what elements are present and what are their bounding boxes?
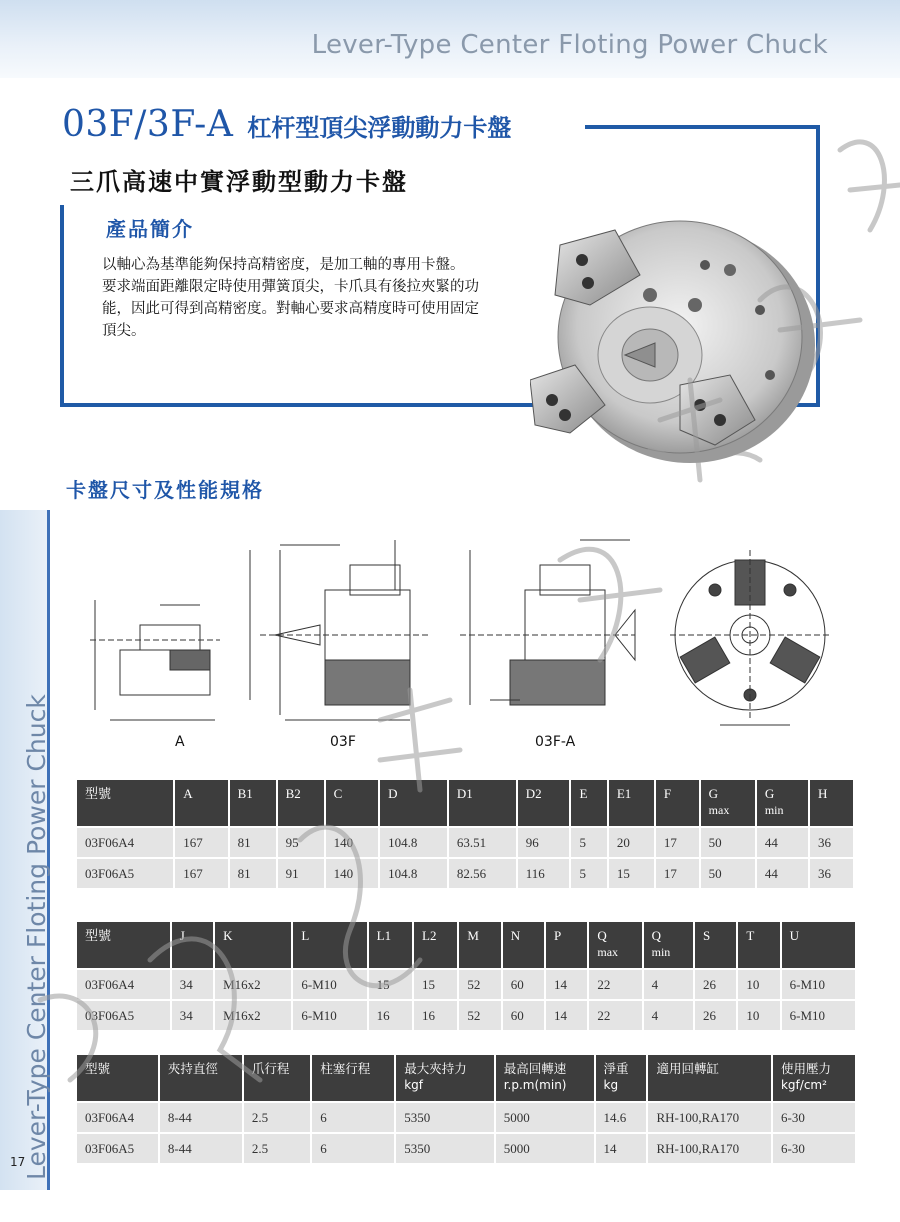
table-cell: 22 (589, 970, 641, 999)
table-cell: 91 (278, 859, 324, 888)
table-header-cell (773, 1055, 855, 1101)
header-sublabel: min (764, 803, 784, 817)
table-cell: 14 (596, 1134, 647, 1163)
table-header-cell (312, 1055, 394, 1101)
table-cell: 03F06A5 (77, 1134, 158, 1163)
table-header-cell (175, 780, 227, 826)
table-cell: 15 (609, 859, 654, 888)
table-header-cell (546, 922, 587, 968)
table-cell: 140 (326, 859, 378, 888)
header-label: 最大夾持力 (404, 1061, 467, 1076)
table-cell: M16x2 (215, 1001, 291, 1030)
table-header-cell (738, 922, 779, 968)
table-header-cell (369, 922, 412, 968)
side-title: Lever-Type Center Floting Power Chuck (22, 694, 51, 1180)
table-cell: 6 (312, 1103, 394, 1132)
table-cell: 17 (656, 828, 699, 857)
table-header-cell (648, 1055, 771, 1101)
table-cell: 17 (656, 859, 699, 888)
header-label: Q (597, 928, 607, 943)
table-header-cell (518, 780, 570, 826)
header-label: 淨重 (603, 1061, 629, 1076)
header-label: D (388, 786, 398, 801)
drawing-front-view (670, 550, 830, 725)
drawing-label-a: A (175, 734, 185, 750)
header-label: 最高回轉速 (503, 1061, 567, 1076)
header-label: L1 (376, 928, 392, 943)
header-label: Q (651, 928, 661, 943)
table-cell: 44 (757, 828, 808, 857)
page-number: 17 (10, 1155, 26, 1169)
table-cell: 167 (175, 828, 227, 857)
frame-top-line (585, 125, 820, 129)
table-cell: 116 (518, 859, 570, 888)
table-header-cell (396, 1055, 493, 1101)
header-label: D2 (525, 786, 542, 801)
table-cell: 16 (414, 1001, 457, 1030)
table-cell: 14 (546, 970, 587, 999)
intro-title: 產品簡介 (106, 217, 194, 241)
table-row (77, 859, 853, 888)
table-row (77, 1134, 855, 1163)
header-label: H (818, 786, 828, 801)
table-cell: 5350 (396, 1134, 493, 1163)
table-header-cell (278, 780, 324, 826)
table-header-cell (644, 922, 693, 968)
table-header-cell (414, 922, 457, 968)
table-row (77, 1001, 855, 1030)
banner-title: Lever-Type Center Floting Power Chuck (311, 30, 828, 60)
table-cell: 03F06A4 (77, 1103, 158, 1132)
table-header-cell (326, 780, 378, 826)
header-label: G (764, 786, 775, 801)
header-label: T (746, 928, 755, 943)
intro-left-line (60, 205, 64, 407)
table-cell: 22 (589, 1001, 641, 1030)
technical-drawings (70, 530, 870, 760)
table-cell: RH-100,RA170 (648, 1134, 771, 1163)
model-number: 03F/3F-A (62, 104, 234, 145)
header-label: E (579, 786, 588, 801)
header-sublabel: max (597, 945, 619, 959)
intro-paragraph: 以軸心為基準能夠保持高精密度，是加工軸的專用卡盤。 (102, 257, 465, 273)
header-sublabel: kg (603, 1078, 619, 1092)
spec-table-performance (75, 1053, 857, 1165)
header-label: S (703, 928, 711, 943)
table-cell: 5000 (496, 1134, 594, 1163)
table-header-cell (459, 922, 500, 968)
header-label: M (467, 928, 479, 943)
header-label: N (510, 928, 521, 943)
header-label: P (554, 928, 562, 943)
table-cell: 20 (609, 828, 654, 857)
table-header-cell (503, 922, 544, 968)
table-header-cell (757, 780, 808, 826)
header-label: C (333, 786, 343, 801)
header-label: L2 (422, 928, 437, 943)
table-header-cell (695, 922, 736, 968)
table-cell: 95 (278, 828, 324, 857)
header-label: G (708, 786, 719, 801)
table-cell: 4 (644, 970, 693, 999)
header-label: 型號 (85, 1061, 111, 1076)
table-cell: 14 (546, 1001, 587, 1030)
table-header-cell (449, 780, 516, 826)
header-label: 型號 (85, 786, 112, 801)
header-sublabel: kgf/cm² (780, 1078, 827, 1092)
header-label: 爪行程 (251, 1061, 290, 1076)
header-label: D1 (456, 786, 473, 801)
table-cell: 96 (518, 828, 570, 857)
header-label: U (789, 928, 800, 943)
table-header-row (77, 1055, 855, 1101)
drawing-label-03f: 03F (330, 734, 356, 750)
table-header-cell (244, 1055, 310, 1101)
table-cell: 167 (175, 859, 227, 888)
table-cell: 50 (701, 828, 755, 857)
table-cell: 14.6 (596, 1103, 647, 1132)
table-header-cell (77, 922, 170, 968)
table-cell: 63.51 (449, 828, 516, 857)
table-header-cell (160, 1055, 242, 1101)
table-cell: 4 (644, 1001, 693, 1030)
table-header-cell (656, 780, 699, 826)
table-cell: 60 (503, 1001, 544, 1030)
table-header-cell (596, 1055, 647, 1101)
table-row (77, 828, 853, 857)
table-cell: 52 (459, 970, 500, 999)
table-header-cell (77, 780, 173, 826)
table-cell: 60 (503, 970, 544, 999)
header-label: 柱塞行程 (320, 1061, 371, 1076)
table-cell: 34 (172, 1001, 213, 1030)
table-cell: 6-M10 (782, 970, 855, 999)
table-cell: 03F06A5 (77, 859, 173, 888)
table-cell: 6-M10 (293, 970, 366, 999)
table-header-cell (571, 780, 606, 826)
table-cell: 8-44 (160, 1103, 242, 1132)
spec-title: 卡盤尺寸及性能規格 (66, 478, 264, 502)
table-header-cell (496, 1055, 594, 1101)
header-sublabel: min (651, 945, 671, 959)
table-cell: 50 (701, 859, 755, 888)
chuck-photo (530, 205, 820, 470)
table-header-cell (782, 922, 855, 968)
drawing-03f (250, 540, 430, 720)
table-cell: 5000 (496, 1103, 594, 1132)
table-cell: 2.5 (244, 1134, 310, 1163)
table-cell: 26 (695, 970, 736, 999)
intro-body (102, 254, 490, 342)
table-cell: 8-44 (160, 1134, 242, 1163)
table-cell: 03F06A4 (77, 828, 173, 857)
header-label: F (663, 786, 672, 801)
drawing-label-03f-a: 03F-A (535, 734, 576, 750)
page-title (62, 104, 511, 145)
spec-table-dimensions-2 (75, 920, 857, 1032)
table-cell: 6 (312, 1134, 394, 1163)
table-header-cell (172, 922, 213, 968)
table-cell: 81 (230, 828, 276, 857)
table-header-cell (77, 1055, 158, 1101)
header-label: E1 (616, 786, 632, 801)
table-row (77, 1103, 855, 1132)
table-cell: 5 (571, 859, 606, 888)
table-cell: 10 (738, 1001, 779, 1030)
table-cell: 104.8 (380, 828, 447, 857)
header-label: J (179, 928, 185, 943)
table-cell: 03F06A4 (77, 970, 170, 999)
header-label: L (301, 928, 310, 943)
table-cell: 10 (738, 970, 779, 999)
intro-paragraph: 要求端面距離限定時使用彈簧頂尖，卡爪具有後拉夾緊的功能，因此可得到高精密度。對軸心要求高精度時可使用固定頂尖。 (102, 279, 479, 339)
table-header-row (77, 780, 853, 826)
table-cell: 44 (757, 859, 808, 888)
header-label: 型號 (85, 928, 112, 943)
table-cell: M16x2 (215, 970, 291, 999)
table-header-cell (701, 780, 755, 826)
table-cell: 6-30 (773, 1134, 855, 1163)
spec-table-dimensions-1 (75, 778, 855, 890)
drawing-03f-a (460, 540, 635, 705)
table-cell: 36 (810, 828, 853, 857)
table-header-cell (230, 780, 276, 826)
header-label: B1 (237, 786, 253, 801)
table-cell: 81 (230, 859, 276, 888)
table-row (77, 970, 855, 999)
table-cell: 16 (369, 1001, 412, 1030)
table-cell: 52 (459, 1001, 500, 1030)
table-header-cell (293, 922, 366, 968)
table-cell: 15 (369, 970, 412, 999)
drawing-a (90, 600, 220, 720)
table-cell: 5 (571, 828, 606, 857)
table-cell: 36 (810, 859, 853, 888)
table-cell: 26 (695, 1001, 736, 1030)
header-sublabel: kgf (404, 1078, 424, 1092)
product-subtitle: 三爪高速中實浮動型動力卡盤 (70, 168, 408, 196)
table-header-cell (609, 780, 654, 826)
top-banner (0, 0, 900, 78)
header-label: B2 (285, 786, 301, 801)
header-sublabel: max (708, 803, 730, 817)
table-cell: 15 (414, 970, 457, 999)
table-cell: 140 (326, 828, 378, 857)
table-header-cell (810, 780, 853, 826)
table-header-cell (215, 922, 291, 968)
table-header-cell (380, 780, 447, 826)
table-cell: RH-100,RA170 (648, 1103, 771, 1132)
header-label: K (223, 928, 233, 943)
table-cell: 104.8 (380, 859, 447, 888)
table-cell: 6-30 (773, 1103, 855, 1132)
header-label: 夾持直徑 (167, 1061, 218, 1076)
table-cell: 2.5 (244, 1103, 310, 1132)
header-label: A (183, 786, 193, 801)
table-cell: 82.56 (449, 859, 516, 888)
table-cell: 6-M10 (782, 1001, 855, 1030)
table-cell: 34 (172, 970, 213, 999)
header-label: 使用壓力 (780, 1061, 831, 1076)
table-cell: 03F06A5 (77, 1001, 170, 1030)
product-name: 杠杆型頂尖浮動動力卡盤 (247, 114, 512, 142)
table-cell: 5350 (396, 1103, 493, 1132)
table-header-row (77, 922, 855, 968)
table-cell: 6-M10 (293, 1001, 366, 1030)
table-header-cell (589, 922, 641, 968)
header-sublabel: r.p.m(min) (503, 1078, 567, 1092)
header-label: 適用回轉缸 (656, 1061, 719, 1076)
